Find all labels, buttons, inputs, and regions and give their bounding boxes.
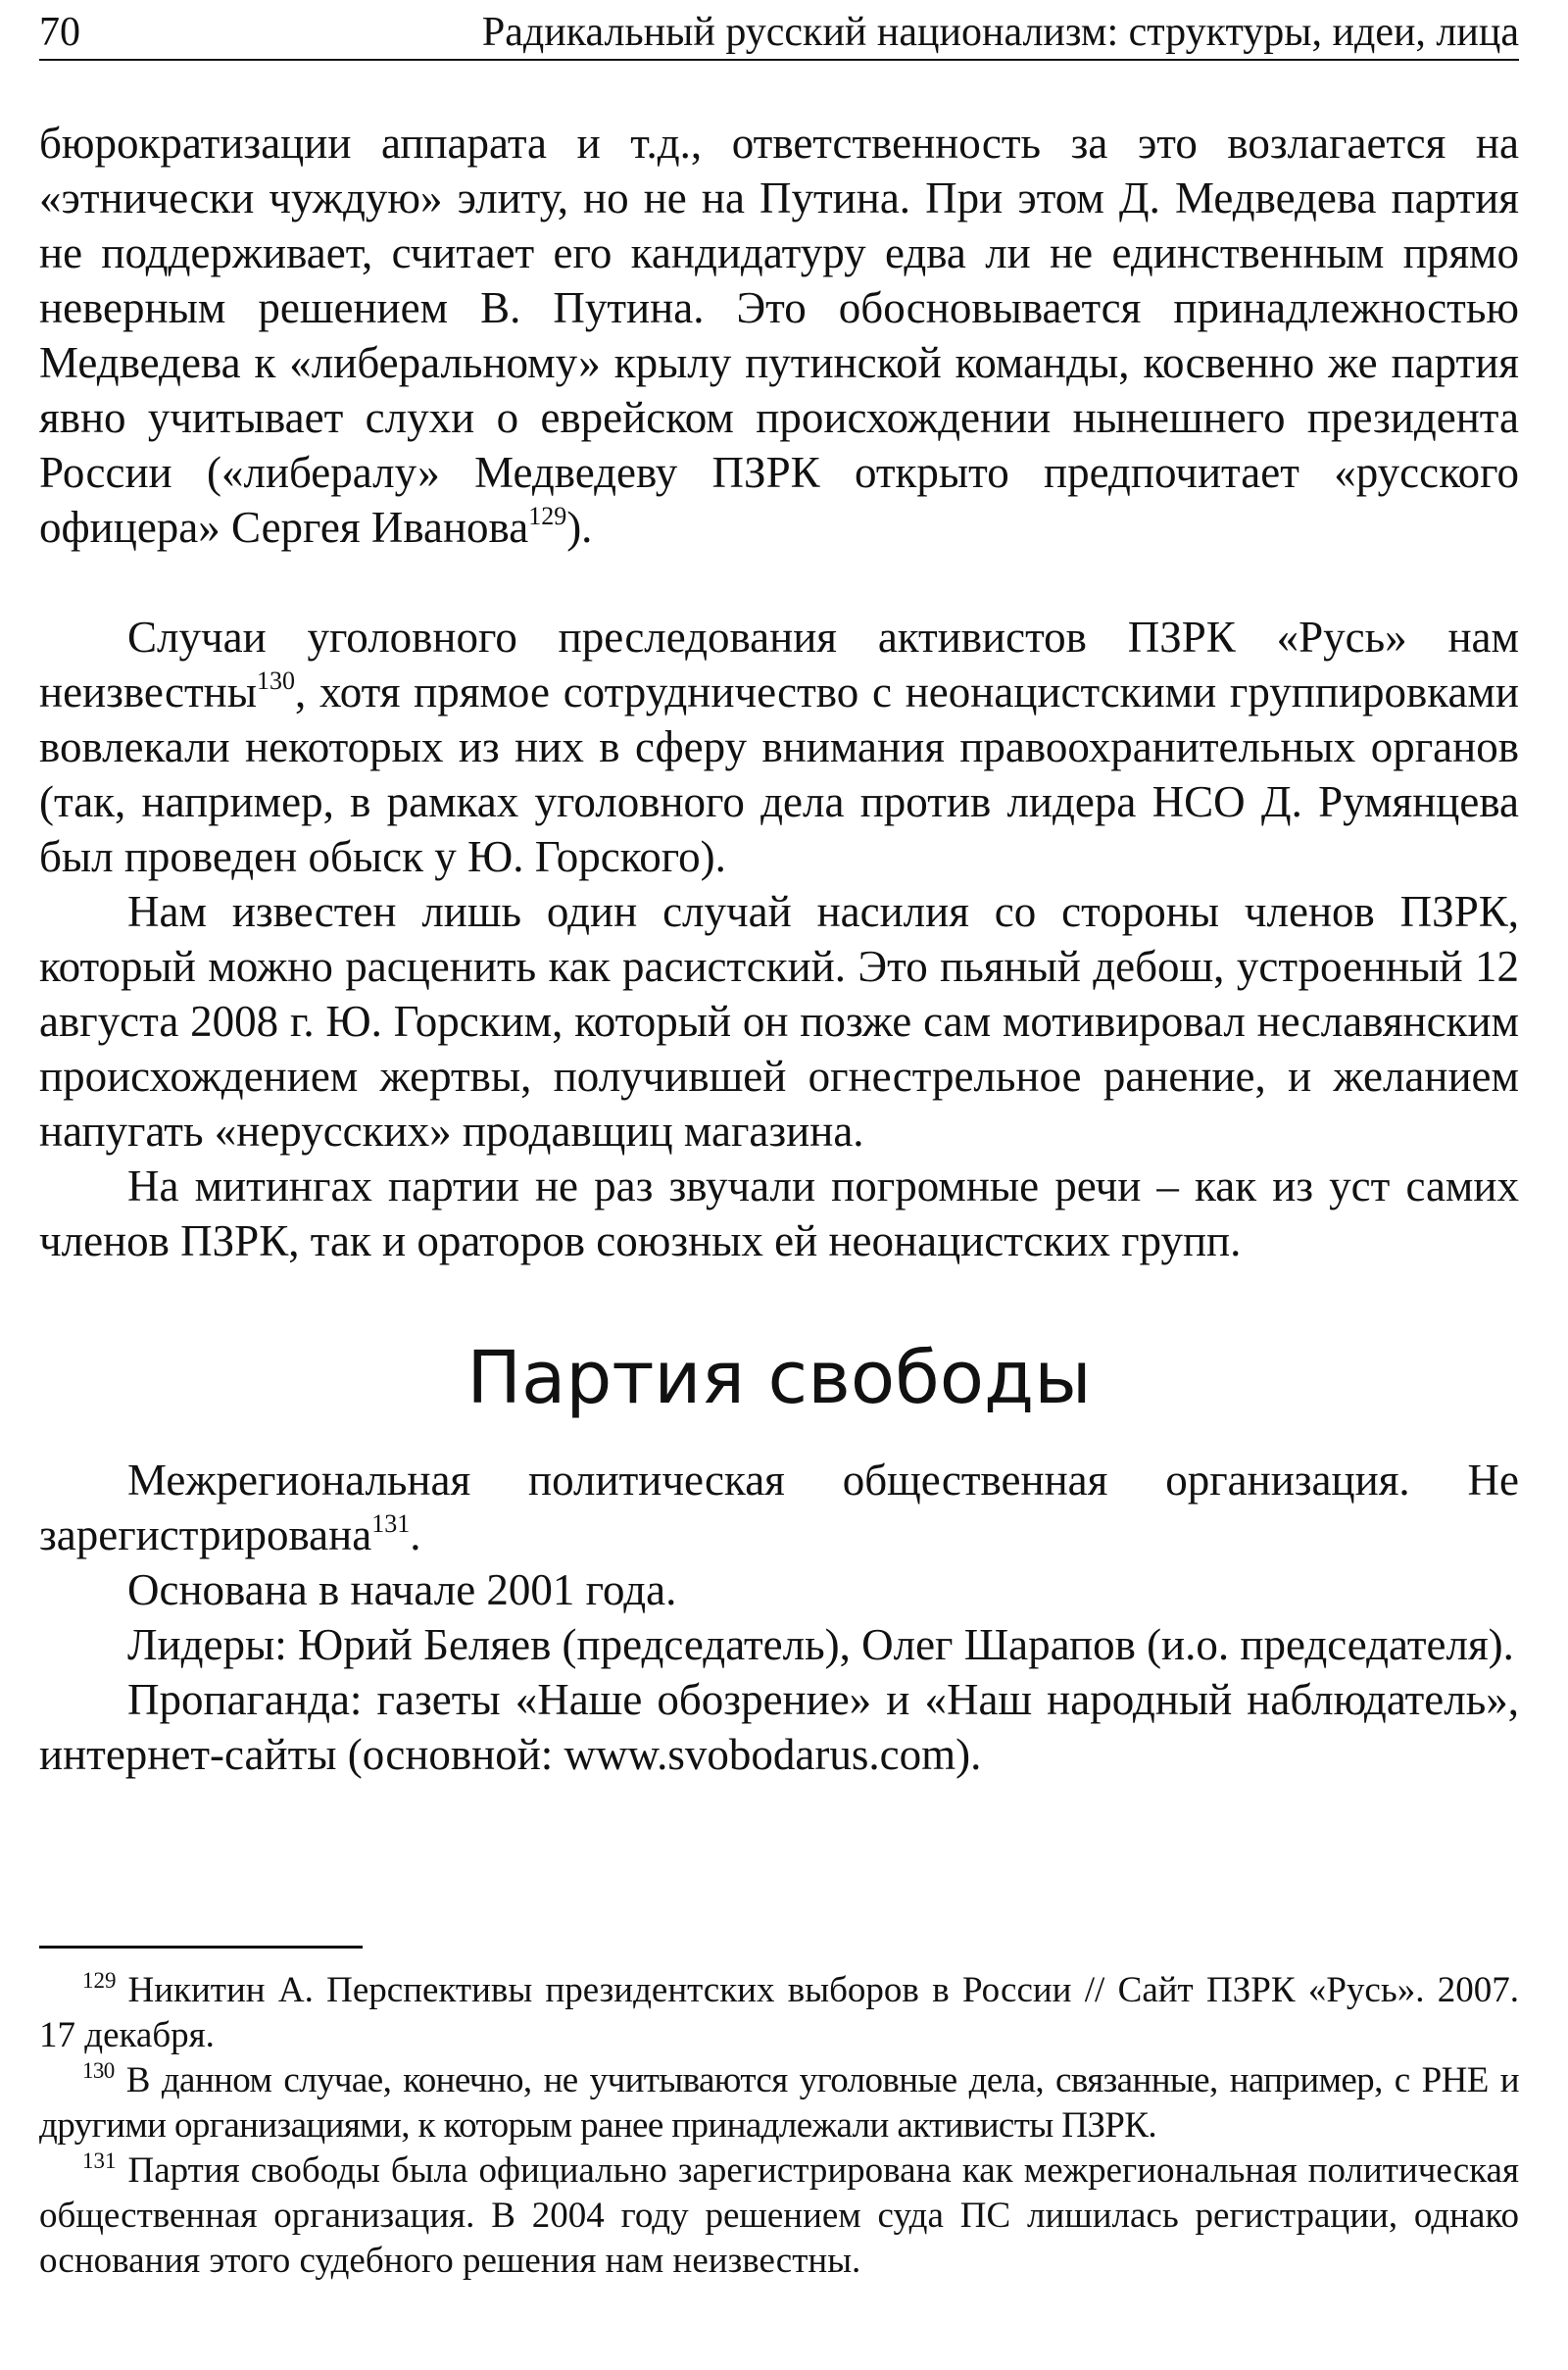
running-header	[39, 6, 1519, 61]
footnote-ref: 131	[371, 1509, 411, 1538]
footnote-item	[39, 2058, 1519, 2148]
paragraph-text: бюрократизации аппарата и т.д., ответственность за это возлагается на «этнически чуждую» элиту, но не на Путина. При этом Д. Медведева партия не поддерживает, считает его кандидатуру едва ли не единственным прямо неверным решением В. Путина. Это обосновывается принадлежностью Медведева к «либеральному» крылу путинской команды, косвенно же партия явно учитывает слухи о еврейском происхождении нынешнего президента России («либералу» Медведеву ПЗРК открыто предпочитает «русского офицера» Сергея Иванова	[39, 119, 1519, 552]
paragraph-rallies: На митингах партии не раз звучали погромные речи – как из уст самих членов ПЗРК, так и ораторов союзных ей неонацистских групп.	[39, 1161, 1519, 1265]
paragraph-violence: Нам известен лишь один случай насилия со стороны членов ПЗРК, который можно расценить как расистский. Это пьяный дебош, устроенный 12 августа 2008 г. Ю. Горским, который он позже сам мотивировал неславянским происхождением жертвы, получившей огнестрельное ранение, и желанием напугать «нерусских» продавщиц магазина.	[39, 887, 1519, 1156]
paragraph-continued	[39, 116, 1519, 555]
footnote-number: 129	[82, 1968, 117, 1993]
paragraph-prosecution	[39, 610, 1519, 884]
footnote-divider	[39, 1946, 363, 1949]
paragraph-propaganda: Пропаганда: газеты «Наше обозрение» и «Наш народный наблюдатель», интернет-сайты (основной: www.svobodarus.com).	[39, 1675, 1519, 1779]
paragraph-text: Случаи уголовного преследования активистов ПЗРК «Русь» нам неизвестны	[39, 613, 1519, 716]
paragraph-founded: Основана в начале 2001 года.	[127, 1565, 677, 1614]
footnote-ref: 129	[528, 502, 567, 530]
paragraph-text-end: ).	[566, 503, 593, 552]
footnote-item	[39, 1968, 1519, 2058]
section-title: Партия свободы	[466, 1336, 1092, 1420]
book-title: Радикальный русский национализм: структуры, идеи, лица	[481, 10, 1519, 55]
paragraph-text-end: , хотя прямое сотрудничество с неонацистскими группировками вовлекали некоторых из них в сферу внимания правоохранительных органов (так, например, в рамках уголовного дела против лидера НСО Д. Румянцева был проведен обыск у Ю. Горского).	[39, 667, 1519, 881]
book-page	[39, 0, 1519, 2370]
footnotes	[39, 1946, 1519, 2284]
paragraph-organization	[39, 1453, 1519, 1562]
footnote-ref: 130	[256, 667, 295, 695]
footnote-text: Партия свободы была официально зарегистрирована как межрегиональная политическая общественная организация. В 2004 году решением суда ПС лишилась регистрации, однако основания этого судебного решения нам неизвестны.	[39, 2150, 1519, 2281]
footnote-text: В данном случае, конечно, не учитываются уголовные дела, связанные, например, с РНЕ и другими организациями, к которым ранее принадлежали активисты ПЗРК.	[39, 2060, 1519, 2146]
paragraph-leaders: Лидеры: Юрий Беляев (председатель), Олег Шарапов (и.о. председателя).	[127, 1620, 1514, 1669]
footnote-text: Никитин А. Перспективы президентских выборов в России // Сайт ПЗРК «Русь». 2007. 17 декабря.	[39, 1970, 1519, 2055]
paragraph-text: Межрегиональная политическая общественная организация. Не зарегистрирована	[39, 1456, 1519, 1559]
main-text	[39, 116, 1519, 1782]
page-number: 70	[39, 10, 80, 55]
footnote-item	[39, 2148, 1519, 2284]
footnote-number: 130	[82, 2058, 115, 2083]
paragraph-text-end: .	[410, 1510, 421, 1559]
footnote-number: 131	[82, 2148, 117, 2173]
